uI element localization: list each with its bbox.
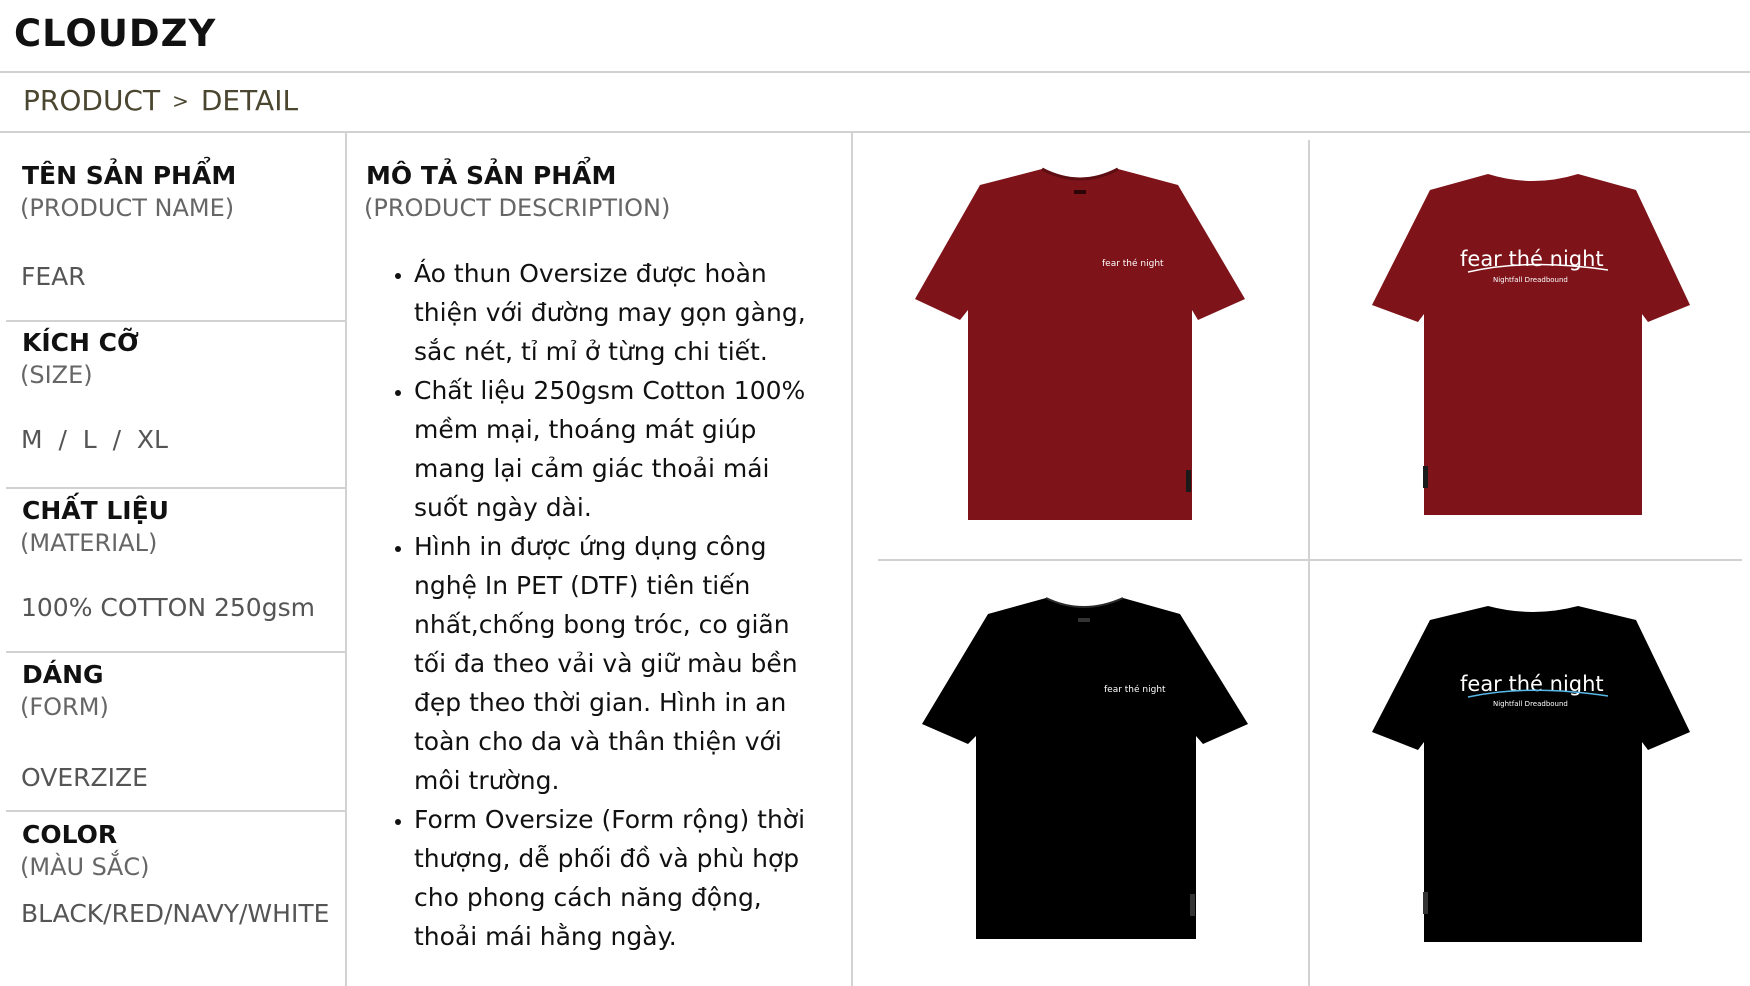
spec-label: CHẤT LIỆU	[22, 496, 169, 525]
breadcrumb-detail: DETAIL	[200, 84, 299, 117]
spec-divider	[6, 487, 346, 489]
breadcrumb-product[interactable]: PRODUCT	[23, 84, 161, 117]
spec-value: M / L / XL	[21, 425, 168, 454]
spec-label: TÊN SẢN PHẨM	[22, 161, 237, 190]
description-sublabel: (PRODUCT DESCRIPTION)	[364, 194, 671, 222]
breadcrumb	[23, 84, 298, 117]
spec-sublabel: (MATERIAL)	[20, 529, 158, 557]
description-label: MÔ TẢ SẢN PHẨM	[366, 161, 617, 190]
print-subtext: Nightfall Dreadbound	[1493, 700, 1568, 708]
tshirt-black-front-image	[918, 594, 1253, 944]
spec-form	[20, 659, 148, 792]
spec-value: FEAR	[21, 262, 86, 291]
print-subtext: Nightfall Dreadbound	[1493, 276, 1568, 284]
brand-logo: CLOUDZY	[14, 12, 217, 55]
description-bullet: • Áo thun Oversize được hoàn thiện với đường may gọn gàng, sắc nét, tỉ mỉ ở từng chi tiết.	[414, 254, 826, 371]
spec-size	[20, 327, 168, 454]
spec-color	[20, 819, 330, 928]
spec-sublabel: (MÀU SẮC)	[20, 853, 150, 881]
description-bullet: • Chất liệu 250gsm Cotton 100% mềm mại, thoáng mát giúp mang lại cảm giác thoải mái suốt ngày dài.	[414, 371, 826, 527]
spec-product-name	[20, 160, 237, 291]
spec-divider	[6, 320, 346, 322]
spec-label: COLOR	[22, 820, 118, 849]
spec-sublabel: (FORM)	[20, 693, 109, 721]
tshirt-black-back-image	[1368, 602, 1698, 947]
spec-value: 100% COTTON 250gsm	[21, 593, 315, 622]
spec-value: BLACK/RED/NAVY/WHITE	[21, 899, 330, 928]
spec-material	[20, 495, 315, 622]
product-description	[366, 160, 826, 956]
gallery-divider-vertical	[1308, 140, 1310, 986]
gallery-divider-horizontal	[878, 559, 1742, 561]
print-text: fear thé night	[1460, 672, 1604, 696]
print-text: fear thé night	[1102, 259, 1164, 269]
spec-label: DÁNG	[22, 660, 104, 689]
description-bullet: • Hình in được ứng dụng công nghệ In PET (DTF) tiên tiến nhất,chống bong tróc, co giãn tối đa theo vải và giữ màu bền đẹp theo thời gian. Hình in an toàn cho da và thân thiện với môi trường.	[414, 527, 826, 800]
spec-sublabel: (SIZE)	[20, 361, 93, 389]
description-list	[366, 254, 826, 956]
print-text: fear thé night	[1460, 247, 1604, 271]
spec-label: KÍCH CỠ	[22, 328, 139, 357]
spec-sublabel: (PRODUCT NAME)	[20, 194, 235, 222]
print-text: fear thé night	[1104, 685, 1166, 695]
description-column-divider	[851, 132, 853, 986]
tshirt-red-front-image	[910, 165, 1250, 525]
specs-column-divider	[345, 132, 347, 986]
spec-divider	[6, 651, 346, 653]
breadcrumb-separator: >	[172, 88, 189, 113]
tshirt-red-back-image	[1368, 170, 1698, 520]
breadcrumb-divider	[0, 131, 1750, 133]
description-bullet: • Form Oversize (Form rộng) thời thượng, dễ phối đồ và phù hợp cho phong cách năng động, thoải mái hằng ngày.	[414, 800, 826, 956]
header-divider	[0, 71, 1750, 73]
spec-divider	[6, 810, 346, 812]
spec-value: OVERZIZE	[21, 763, 148, 792]
